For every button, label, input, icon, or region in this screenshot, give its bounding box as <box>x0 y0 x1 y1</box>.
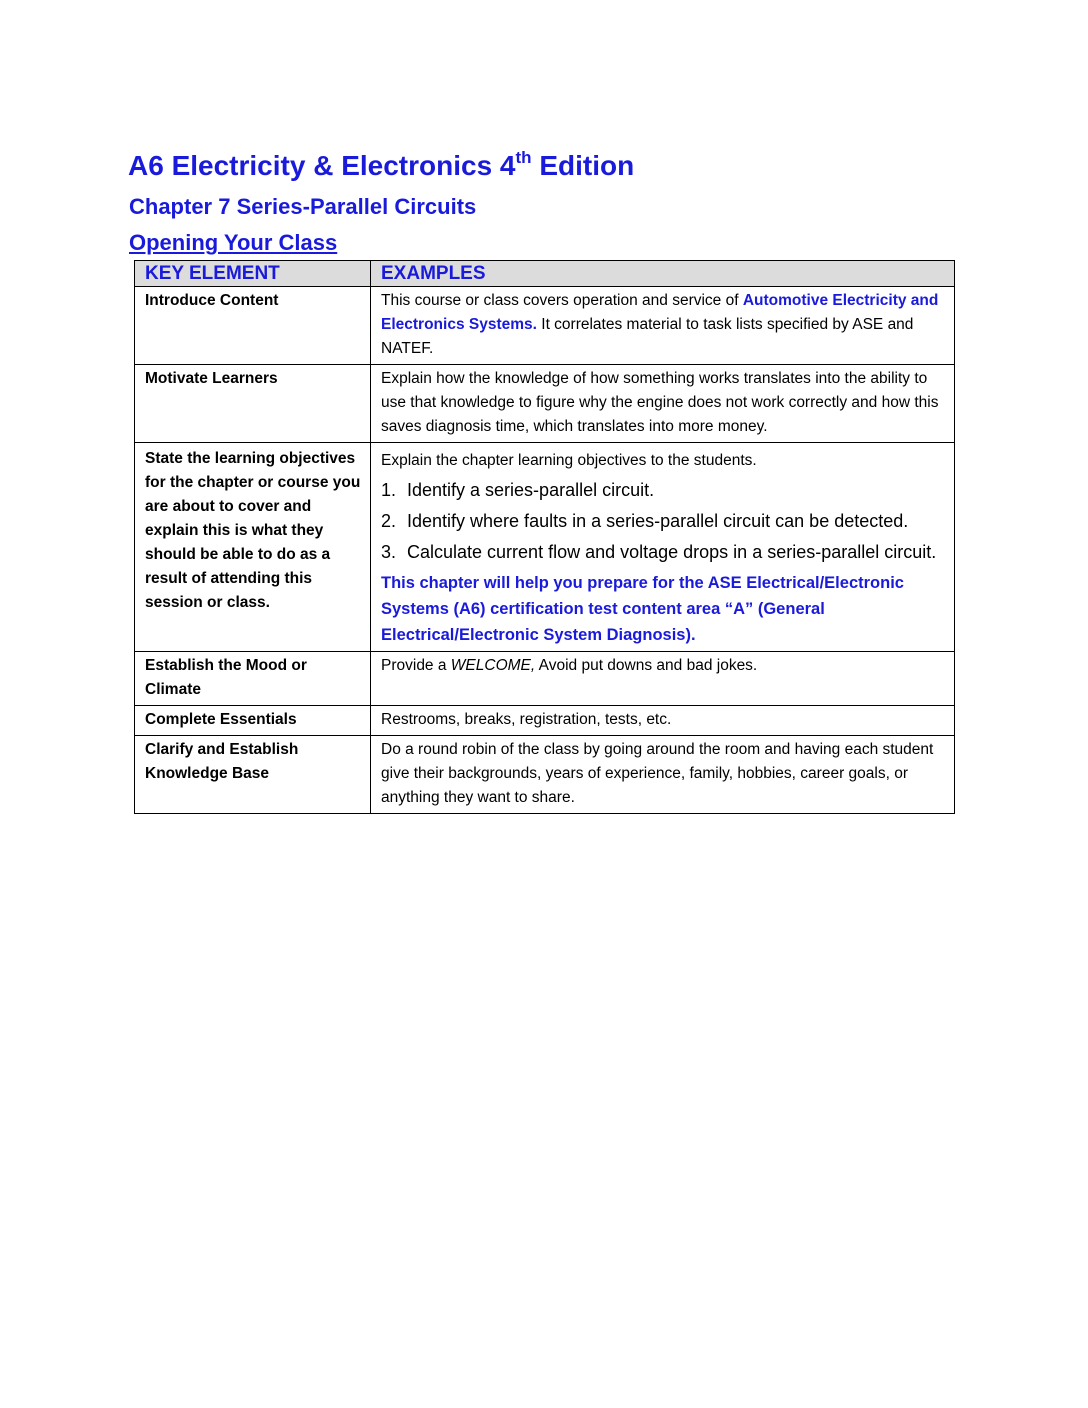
table-row <box>135 706 955 736</box>
list-text: Identify a series-parallel circuit. <box>407 480 655 500</box>
key-element-cell: Introduce Content <box>135 287 371 365</box>
example-italic: WELCOME, <box>450 657 536 674</box>
objectives-intro: Explain the chapter learning objectives to the students. <box>381 452 757 469</box>
list-number: 3. <box>381 542 397 562</box>
example-cell: Restrooms, breaks, registration, tests, etc. <box>371 706 955 736</box>
list-number: 1. <box>381 480 397 500</box>
list-text: Identify where faults in a series-parallel circuit can be detected. <box>407 511 909 531</box>
title-superscript: th <box>515 148 532 167</box>
table-row <box>135 736 955 814</box>
ase-certification-note: This chapter will help you prepare for the ASE Electrical/Electronic Systems (A6) certification test content area “A” (General Electrical/Electronic System Diagnosis). <box>381 574 904 644</box>
example-cell <box>371 652 955 706</box>
example-cell <box>371 443 955 652</box>
key-element-cell: State the learning objectives for the chapter or course you are about to cover and explain this is what they should be able to do as a result of attending this session or class. <box>135 443 371 652</box>
example-cell <box>371 287 955 365</box>
table-row <box>135 652 955 706</box>
title-end: Edition <box>531 150 635 181</box>
document-title <box>128 148 634 182</box>
table-header-row <box>135 261 955 287</box>
example-text: Avoid put downs and bad jokes. <box>535 657 758 674</box>
list-item <box>381 539 946 565</box>
example-text: It correlates material to task lists specified by ASE and NATEF. <box>381 316 914 357</box>
key-element-cell: Complete Essentials <box>135 706 371 736</box>
objectives-list <box>381 477 946 565</box>
example-cell: Explain how the knowledge of how something works translates into the ability to use that knowledge to figure why the engine does not work correctly and how this saves diagnosis time, which translates into more money. <box>371 365 955 443</box>
example-cell: Do a round robin of the class by going around the room and having each student give their backgrounds, years of experience, family, hobbies, career goals, or anything they want to share. <box>371 736 955 814</box>
table-row <box>135 287 955 365</box>
key-element-cell: Motivate Learners <box>135 365 371 443</box>
chapter-heading: Chapter 7 Series-Parallel Circuits <box>129 194 477 219</box>
header-key-element: KEY ELEMENT <box>135 261 371 287</box>
list-text: Calculate current flow and voltage drops in a series-parallel circuit. <box>407 542 937 562</box>
key-element-cell: Establish the Mood or Climate <box>135 652 371 706</box>
key-element-cell: Clarify and Establish Knowledge Base <box>135 736 371 814</box>
example-highlight: Automotive Electricity and Electronics Systems. <box>381 292 939 333</box>
example-text: This course or class covers operation and service of <box>381 292 743 309</box>
example-text: Provide a <box>381 657 451 674</box>
list-item <box>381 477 946 503</box>
section-heading: Opening Your Class <box>129 230 338 255</box>
title-main: A6 Electricity & Electronics 4 <box>128 150 516 181</box>
table-row <box>135 443 955 652</box>
header-examples: EXAMPLES <box>371 261 955 287</box>
lesson-table <box>134 260 955 814</box>
table-row <box>135 365 955 443</box>
list-item <box>381 508 946 534</box>
list-number: 2. <box>381 511 397 531</box>
